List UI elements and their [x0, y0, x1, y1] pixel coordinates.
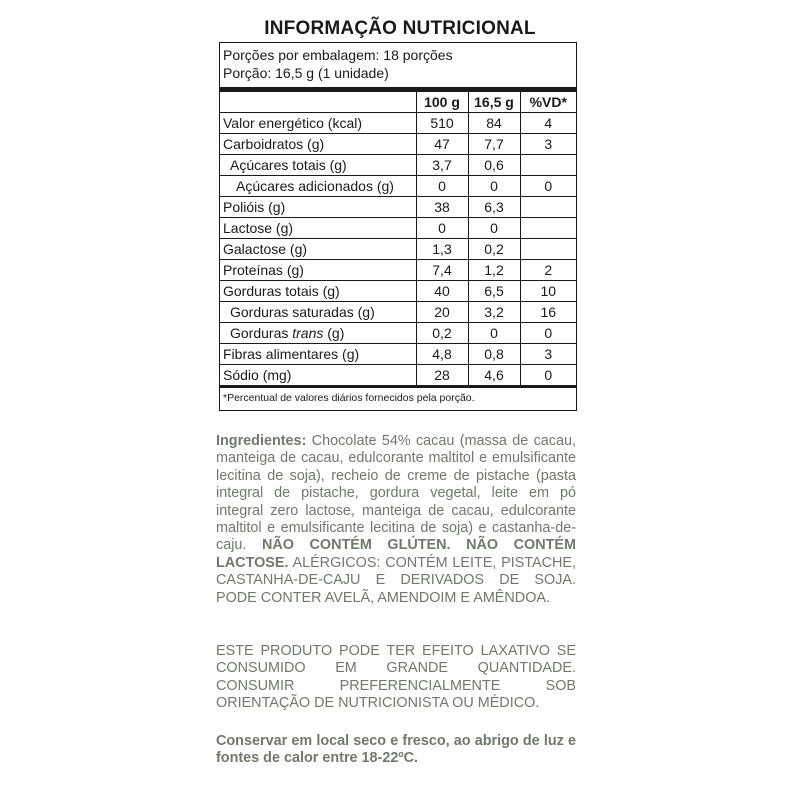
header-empty — [220, 92, 416, 113]
row-value-portion: 1,2 — [468, 260, 520, 281]
row-name: Açúcares adicionados (g) — [220, 176, 416, 197]
header-100g: 100 g — [416, 92, 468, 113]
row-value-100g: 38 — [416, 197, 468, 218]
row-value-vd: 10 — [520, 281, 576, 302]
header-portion: 16,5 g — [468, 92, 520, 113]
ingredients-text: Chocolate 54% cacau (massa de cacau, manteiga de cacau, edulcorante maltitol e emulsificante lecitina de soja), recheio de creme de pistache (pasta integral de pistache, gordura vegetal, leite em pó integral zero lactose, manteiga de cacau, edulcorante maltitol e emulsificante lecitina de soja) e castanha-de-caju. — [216, 433, 576, 554]
row-value-100g: 20 — [416, 302, 468, 323]
row-value-portion: 6,5 — [468, 281, 520, 302]
header-vd: %VD* — [520, 92, 576, 113]
portions-per-package: Porções por embalagem: 18 porções — [223, 47, 453, 63]
row-value-portion: 0 — [468, 323, 520, 344]
table-row — [220, 365, 576, 387]
row-value-100g: 28 — [416, 365, 468, 387]
page-title: INFORMAÇÃO NUTRICIONAL — [264, 18, 536, 39]
row-name: Galactose (g) — [220, 239, 416, 260]
table-row — [220, 260, 576, 281]
portions-info — [220, 43, 576, 86]
row-name: Carboidratos (g) — [220, 134, 416, 155]
row-name: Lactose (g) — [220, 218, 416, 239]
laxative-warning: ESTE PRODUTO PODE TER EFEITO LAXATIVO SE CONSUMIDO EM GRANDE QUANTIDADE. CONSUMIR PREFERENCIALMENTE SOB ORIENTAÇÃO DE NUTRICIONISTA OU MÉDICO. — [216, 643, 576, 712]
row-value-100g: 4,8 — [416, 344, 468, 365]
allergens-text: ALÉRGICOS: CONTÉM LEITE, PISTACHE, CASTANHA-DE-CAJU E DERIVADOS DE SOJA. PODE CONTER AVELÃ, AMENDOIM E AMÊNDOA. — [216, 554, 576, 606]
row-value-100g: 3,7 — [416, 155, 468, 176]
serving-size: Porção: 16,5 g (1 unidade) — [223, 65, 389, 81]
row-value-vd — [520, 155, 576, 176]
table-row — [220, 302, 576, 323]
storage-instructions: Conservar em local seco e fresco, ao abrigo de luz e fontes de calor entre 18-22ºC. — [216, 733, 576, 767]
row-value-100g: 47 — [416, 134, 468, 155]
row-value-100g: 40 — [416, 281, 468, 302]
row-value-vd: 0 — [520, 323, 576, 344]
table-row — [220, 281, 576, 302]
table-row — [220, 197, 576, 218]
nutrition-table-box — [219, 42, 577, 411]
row-value-100g: 0 — [416, 176, 468, 197]
row-name: Gorduras totais (g) — [220, 281, 416, 302]
row-name: Proteínas (g) — [220, 260, 416, 281]
row-name-italic: trans — [292, 325, 324, 341]
row-value-100g: 0,2 — [416, 323, 468, 344]
row-value-vd: 3 — [520, 344, 576, 365]
gluten-lactose-notice: NÃO CONTÉM GLÚTEN. NÃO CONTÉM LACTOSE. — [216, 537, 576, 571]
row-name: Sódio (mg) — [220, 365, 416, 387]
row-name: Fibras alimentares (g) — [220, 344, 416, 365]
row-name — [220, 323, 416, 344]
row-value-vd — [520, 218, 576, 239]
row-value-portion: 0,8 — [468, 344, 520, 365]
row-name: Açúcares totais (g) — [220, 155, 416, 176]
row-value-100g: 1,3 — [416, 239, 468, 260]
row-name: Gorduras saturadas (g) — [220, 302, 416, 323]
row-value-vd: 0 — [520, 176, 576, 197]
row-value-vd: 2 — [520, 260, 576, 281]
row-name: Polióis (g) — [220, 197, 416, 218]
table-header-row — [220, 92, 576, 113]
table-row — [220, 323, 576, 344]
nutrition-table — [220, 92, 576, 388]
table-row — [220, 113, 576, 134]
row-name: Valor energético (kcal) — [220, 113, 416, 134]
row-value-portion: 84 — [468, 113, 520, 134]
row-value-vd — [520, 239, 576, 260]
row-value-100g: 7,4 — [416, 260, 468, 281]
row-value-vd: 16 — [520, 302, 576, 323]
row-name-prefix: Gorduras — [230, 325, 293, 341]
row-value-vd — [520, 197, 576, 218]
row-value-portion: 0,6 — [468, 155, 520, 176]
row-value-portion: 4,6 — [468, 365, 520, 387]
row-value-portion: 6,3 — [468, 197, 520, 218]
row-name-suffix: (g) — [323, 325, 345, 341]
table-row — [220, 176, 576, 197]
row-value-portion: 3,2 — [468, 302, 520, 323]
table-row — [220, 218, 576, 239]
row-value-portion: 0 — [468, 218, 520, 239]
row-value-vd: 0 — [520, 365, 576, 387]
table-footnote: *Percentual de valores diários fornecidos pela porção. — [223, 392, 475, 404]
table-row — [220, 134, 576, 155]
row-value-vd: 4 — [520, 113, 576, 134]
table-row — [220, 155, 576, 176]
ingredients-label: Ingredientes: — [216, 433, 307, 449]
table-row — [220, 344, 576, 365]
row-value-vd: 3 — [520, 134, 576, 155]
row-value-portion: 0,2 — [468, 239, 520, 260]
row-value-100g: 0 — [416, 218, 468, 239]
row-value-100g: 510 — [416, 113, 468, 134]
row-value-portion: 0 — [468, 176, 520, 197]
row-value-portion: 7,7 — [468, 134, 520, 155]
table-row — [220, 239, 576, 260]
ingredients-paragraph — [216, 433, 576, 607]
